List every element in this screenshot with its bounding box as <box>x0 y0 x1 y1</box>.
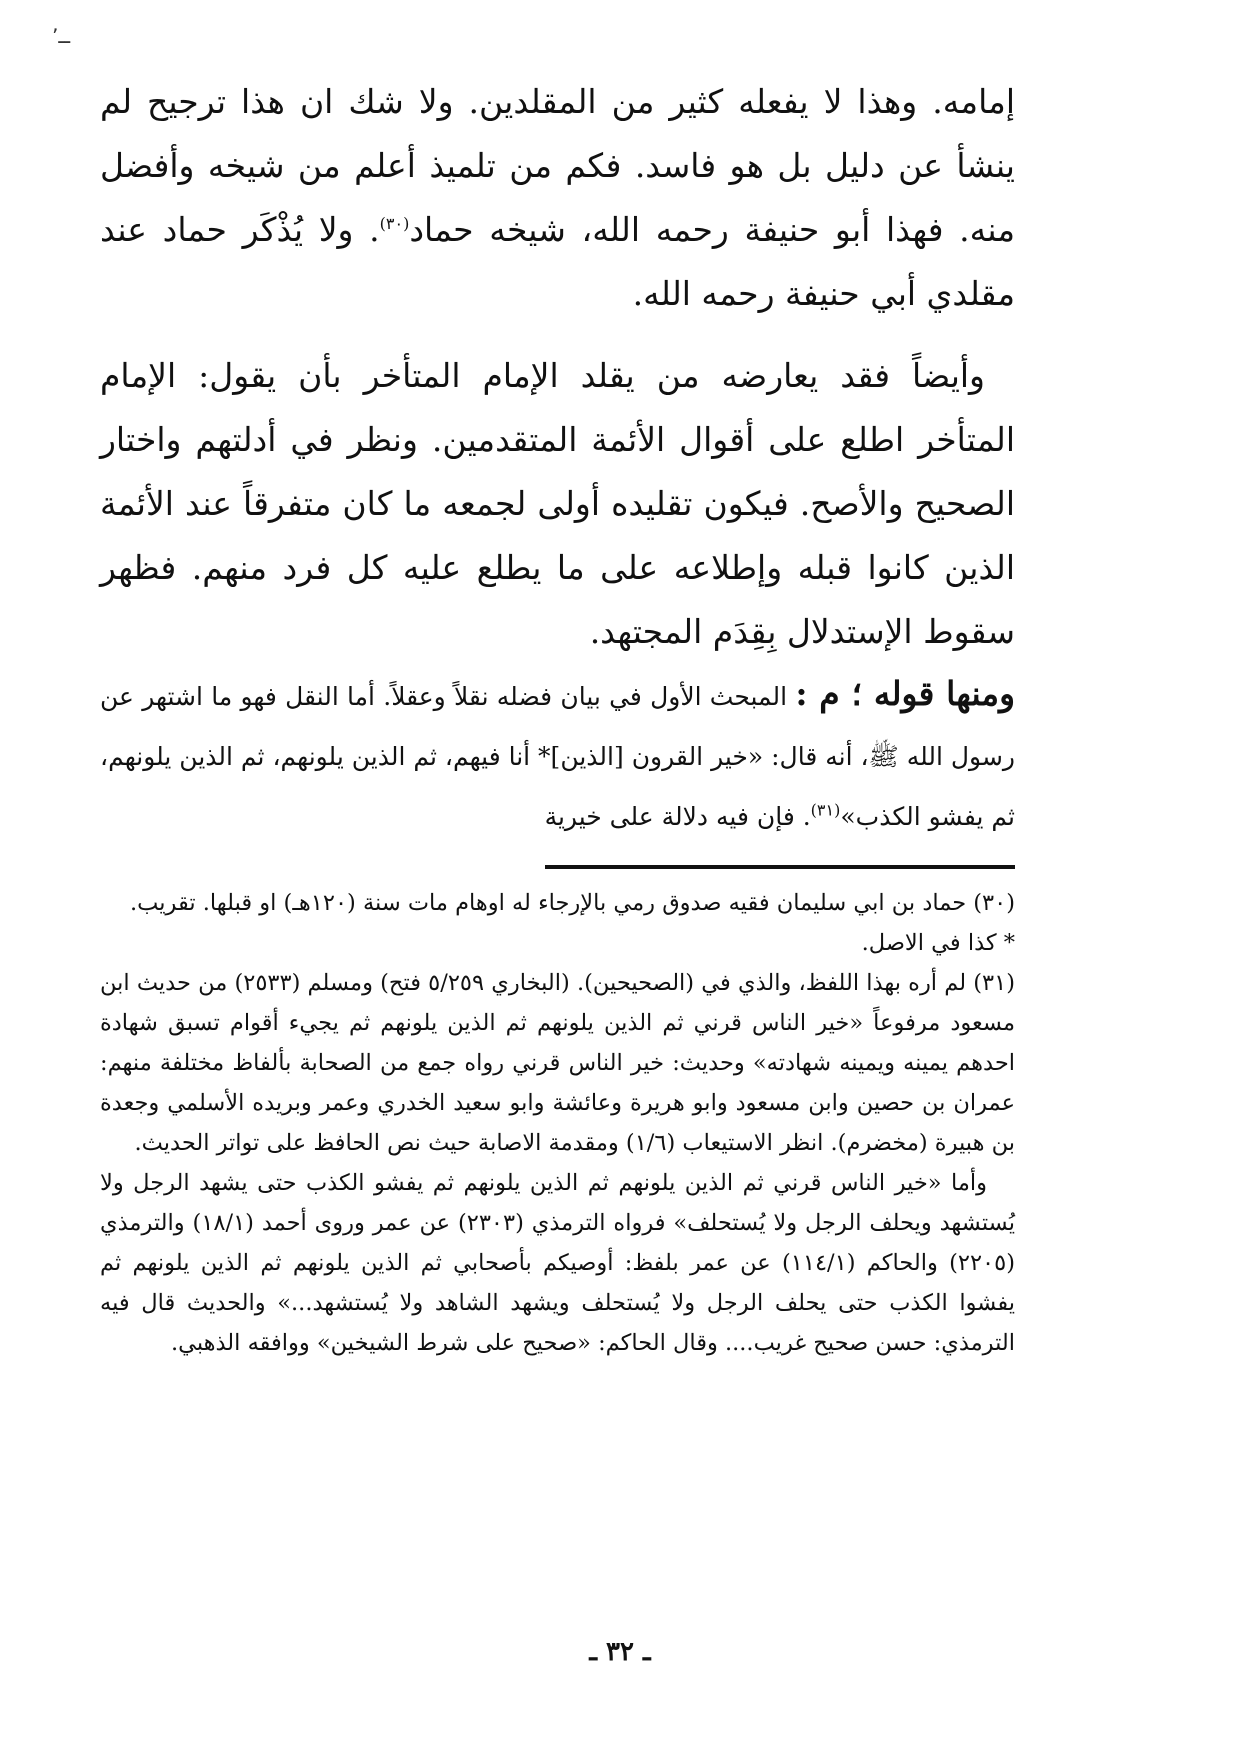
footnote-ref-31: (٣١) <box>810 800 841 820</box>
paragraph-1 <box>100 70 1015 326</box>
footnote-divider <box>545 865 1015 869</box>
page-number: ـ ٣٢ ـ <box>589 1637 651 1667</box>
paragraph-1-end: . ولا يُذْكَر حماد عند مقلدي أبي حنيفة رحمه الله. <box>100 210 1015 313</box>
main-text <box>100 70 1015 847</box>
paragraph-1-text: إمامه. وهذا لا يفعله كثير من المقلدين. ولا شك ان هذا ترجيح لم ينشأ عن دليل بل هو فاسد. فكم من تلميذ أعلم من شيخه وأفضل منه. فهذا أبو حنيفة رحمه الله، شيخه حماد <box>100 82 1015 249</box>
footnote-31-continued: وأما «خير الناس قرني ثم الذين يلونهم ثم الذين يلونهم ثم يفشو الكذب حتى يشهد الرجل ولا يُستشهد ويحلف الرجل ولا يُستحلف» فرواه الترمذي (٢٣٠٣) عن عمر وروى أحمد (١٨/١) والترمذي (٢٢٠٥) والحاكم (١١٤/١) عن عمر بلفظ: أوصيكم بأصحابي ثم الذين يلونهم ثم الذين يلونهم ثم يفشوا الكذب حتى يحلف الرجل ولا يُستحلف ويشهد الشاهد ولا يُستشهد...» والحديث قال فيه الترمذي: حسن صحيح غريب.... وقال الحاكم: «صحيح على شرط الشيخين» ووافقه الذهبي. <box>100 1170 1015 1356</box>
paragraph-3 <box>100 664 1015 847</box>
paragraph-3-lead: ومنها قوله ؛ م : <box>795 674 1016 713</box>
corner-mark: ــ٬ <box>52 24 71 48</box>
footnote-30: (٣٠) حماد بن ابي سليمان فقيه صدوق رمي بالإرجاء له اوهام مات سنة (١٢٠هـ) او قبلها. تقريب. <box>130 890 1015 916</box>
paragraph-3-end: . فإن فيه دلالة على خيرية <box>544 802 811 831</box>
paragraph-2: وأيضاً فقد يعارضه من يقلد الإمام المتأخر بأن يقول: الإمام المتأخر اطلع على أقوال الأئمة المتقدمين. ونظر في أدلتهم واختار الصحيح والأصح. فيكون تقليده أولى لجمعه ما كان متفرقاً عند الأئمة الذين كانوا قبله وإطلاعه على ما يطلع عليه كل فرد منهم. فظهر سقوط الإستدلال بِقِدَم المجتهد. <box>100 356 1015 651</box>
footnote-star: * كذا في الاصل. <box>861 930 1015 956</box>
footnotes <box>100 883 1015 1363</box>
paragraph-3-text: المبحث الأول في بيان فضله نقلاً وعقلاً. أما النقل فهو ما اشتهر عن رسول الله ﷺ، أنه قال: «خير القرون [الذين]* أنا فيهم، ثم الذين يلونهم، ثم الذين يلونهم، ثم يفشو الكذب» <box>100 682 1015 831</box>
footnote-31: (٣١) لم أره بهذا اللفظ، والذي في (الصحيحين). (البخاري ٥/٢٥٩ فتح) ومسلم (٢٥٣٣) من حديث ابن مسعود مرفوعاً «خير الناس قرني ثم الذين يلونهم ثم الذين يلونهم ثم يجيء أقوام تسبق شهادة احدهم يمينه ويمينه شهادته» وحديث: خير الناس قرني رواه جمع من الصحابة بألفاظ مختلفة منهم: عمران بن حصين وابن مسعود وابو هريرة وعائشة وابو سعيد الخدري وعمر وبريده الأسلمي وجعدة بن هبيرة (مخضرم). انظر الاستيعاب (١/٦) ومقدمة الاصابة حيث نص الحافظ على تواتر الحديث. <box>100 970 1015 1156</box>
footnote-ref-30: (٣٠) <box>379 214 410 233</box>
page-body <box>100 70 1015 1710</box>
